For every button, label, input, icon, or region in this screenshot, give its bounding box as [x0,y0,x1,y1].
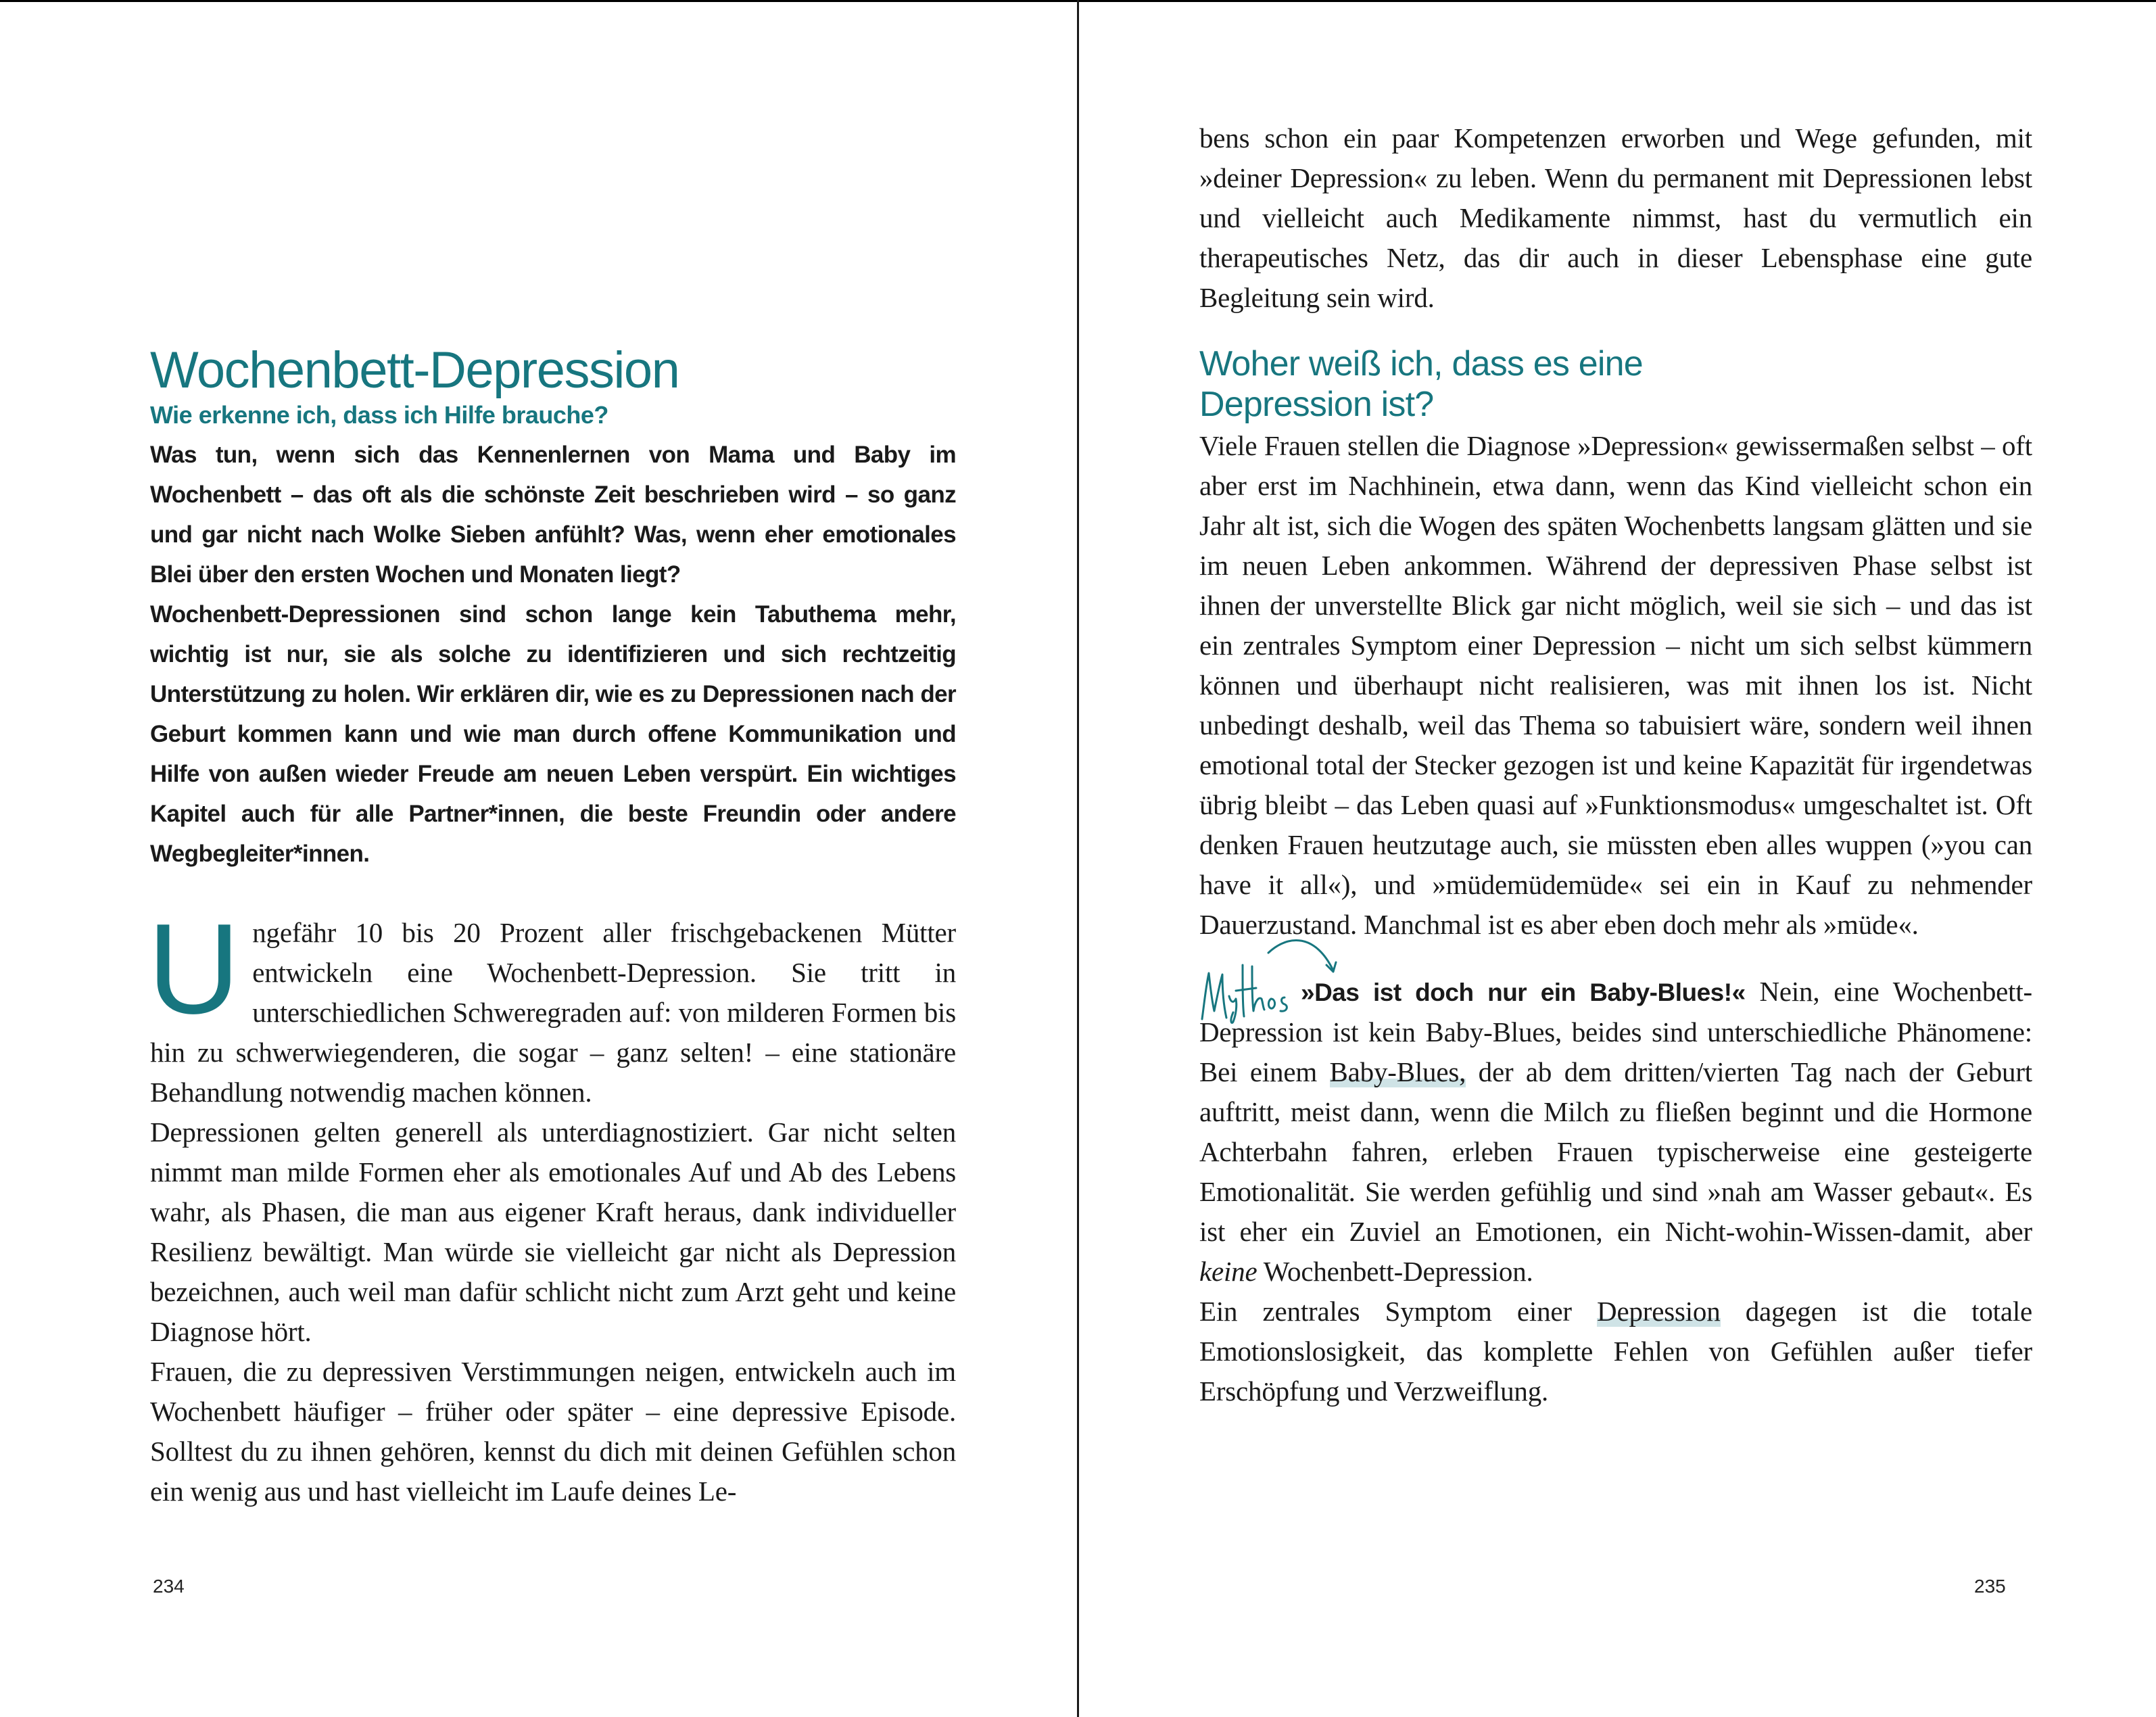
body-paragraph: Frauen, die zu depressiven Verstimmungen neigen, entwickeln auch im Wochenbett häufiger – früher oder später – eine depressive Episode. Solltest du zu ihnen gehören, kennst du dich mit deinen Gefühlen schon ein wenig aus und hast vielleicht im Laufe deines Le- [150,1356,956,1507]
myth-box: »Das ist doch nur ein Baby-Blues!« Nein, eine Wochenbett-Depression ist kein Baby-Blues, beides sind unterschiedliche Phänomene: Bei einem Baby-Blues, der ab dem dritten/vierten Tag nach der Geburt auftritt, meist dann, wenn die Milch zu fließen beginnt und die Hormone Achterbahn fahren, erleben Frauen typischerweise eine gesteigerte Emotionalität. Sie werden gefühlig und sind »nah am Wasser gebaut«. Es ist eher ein Zuviel an Emotionen, ein Nicht-wohin-Wissen-damit, aber keine Wochenbett-Depression. Ein zentrales Symptom einer Depression dagegen ist die totale Emotionslosigkeit, das komplette Fehlen von Gefühlen außer tiefer Erschöpfung und Verzweiflung. [1199,972,2032,1411]
intro-paragraph: Was tun, wenn sich das Kennenlernen von Mama und Baby im Wochenbett – das oft als die schönste Zeit beschrieben wird – so ganz und gar nicht nach Wolke Sieben anfühlt? Was, wenn eher emotionales Blei über den ersten Wochen und Monaten liegt? [150,442,956,588]
page-number: 234 [153,1576,185,1597]
myth-quote: »Das ist doch nur ein Baby-Blues!« [1301,979,1746,1006]
continued-paragraph: bens schon ein paar Kompetenzen erworben und Wege gefunden, mit »deiner Depression« zu leben. Wenn du permanent mit Depressionen lebst und vielleicht auch Medikamente nimmst, hast du vermutlich ein therapeutisches Netz, das dir auch in dieser Lebensphase eine gute Begleitung sein wird. [1199,122,2032,313]
chapter-title: Wochenbett-Depression [150,342,679,399]
glossary-link-baby-blues[interactable]: Baby-Blues, [1329,1056,1466,1087]
glossary-link-depression[interactable]: Depression [1597,1296,1721,1327]
body-paragraph-first: Ungefähr 10 bis 20 Prozent aller frischgebackenen Mütter entwickeln eine Wochenbett-Depression. Sie tritt in unterschiedlichen Schweregraden auf: von milderen Formen bis hin zu schwerwiegenderen, die sogar – ganz selten! – eine stationäre Behandlung notwendig machen können. [147,897,956,1108]
final-paragraph: Ein zentrales Symptom einer Depression dagegen ist die totale Emotionslosigkeit, das komplette Fehlen von Gefühlen außer tiefer Erschöpfung und Verzweiflung. [1199,1296,2033,1407]
right-page [1079,0,2156,1717]
section-paragraph: Viele Frauen stellen die Diagnose »Depression« gewissermaßen selbst – oft aber erst im Nachhinein, etwa dann, wenn das Kind vielleicht schon ein Jahr alt ist, sich die Wogen des späten Wochenbetts langsam glätten und sie im neuen Leben ankommen. Während der depressiven Phase selbst ist ihnen der unverstellte Blick gar nicht möglich, weil sie sich – und das ist ein zentrales Symptom einer Depression – nicht um sich selbst kümmern können und überhaupt nicht realisieren, was mit ihnen los ist. Nicht unbedingt deshalb, weil das Thema so tabuisiert wäre, sondern weil ihnen emotional total der Stecker gezogen ist und keine Kapazität für irgendetwas übrig bleibt – das Leben quasi auf »Funktionsmodus« umgeschaltet ist. Oft denken Frauen heutzutage auch, sie müssten eben alles wuppen (»you can have it all«), und »müdemüdemüde« sei ein in Kauf zu nehmender Dauerzustand. Manchmal ist es aber eben doch mehr als »müde«. [1199,430,2032,940]
left-page [0,0,1077,1717]
section [1199,344,2032,945]
body-text [147,897,956,1511]
left-column [147,342,956,1511]
chapter-intro [150,435,956,874]
chapter-subtitle: Wie erkenne ich, dass ich Hilfe brauche? [150,401,608,429]
body-paragraph: Depressionen gelten generell als unterdiagnostiziert. Gar nicht selten nimmt man milde Formen eher als emotionales Auf und Ab des Lebens wahr, als Phasen, die man aus eigener Kraft heraus, dank individueller Resilienz bewältigt. Man würde sie vielleicht gar nicht als Depression bezeichnen, auch weil man dafür schlicht nicht zum Arzt geht und keine Diagnose hört. [150,1116,956,1347]
mythos-handwritten-arrow-icon [1194,931,1356,1026]
intro-paragraph: Wochenbett-Depressionen sind schon lange kein Tabuthema mehr, wichtig ist nur, sie als solche zu identifizieren und sich rechtzeitig Unterstützung zu holen. Wir erklären dir, wie es zu Depressionen nach der Geburt kommen kann und wie man durch offene Kommunikation und Hilfe von außen wieder Freude am neuen Leben verspürt. Ein wichtiges Kapitel auch für alle Partner*innen, die beste Freundin oder andere Wegbegleiter*innen. [150,601,956,867]
section-heading: Woher weiß ich, dass es eine Depression ist? [1199,344,1643,424]
myth-label [1199,972,1301,1012]
right-column [1199,118,2032,1411]
drop-cap: U [147,897,241,1041]
page-number: 235 [1974,1576,2006,1597]
section-body [1199,426,2032,945]
body-text [1199,118,2032,318]
